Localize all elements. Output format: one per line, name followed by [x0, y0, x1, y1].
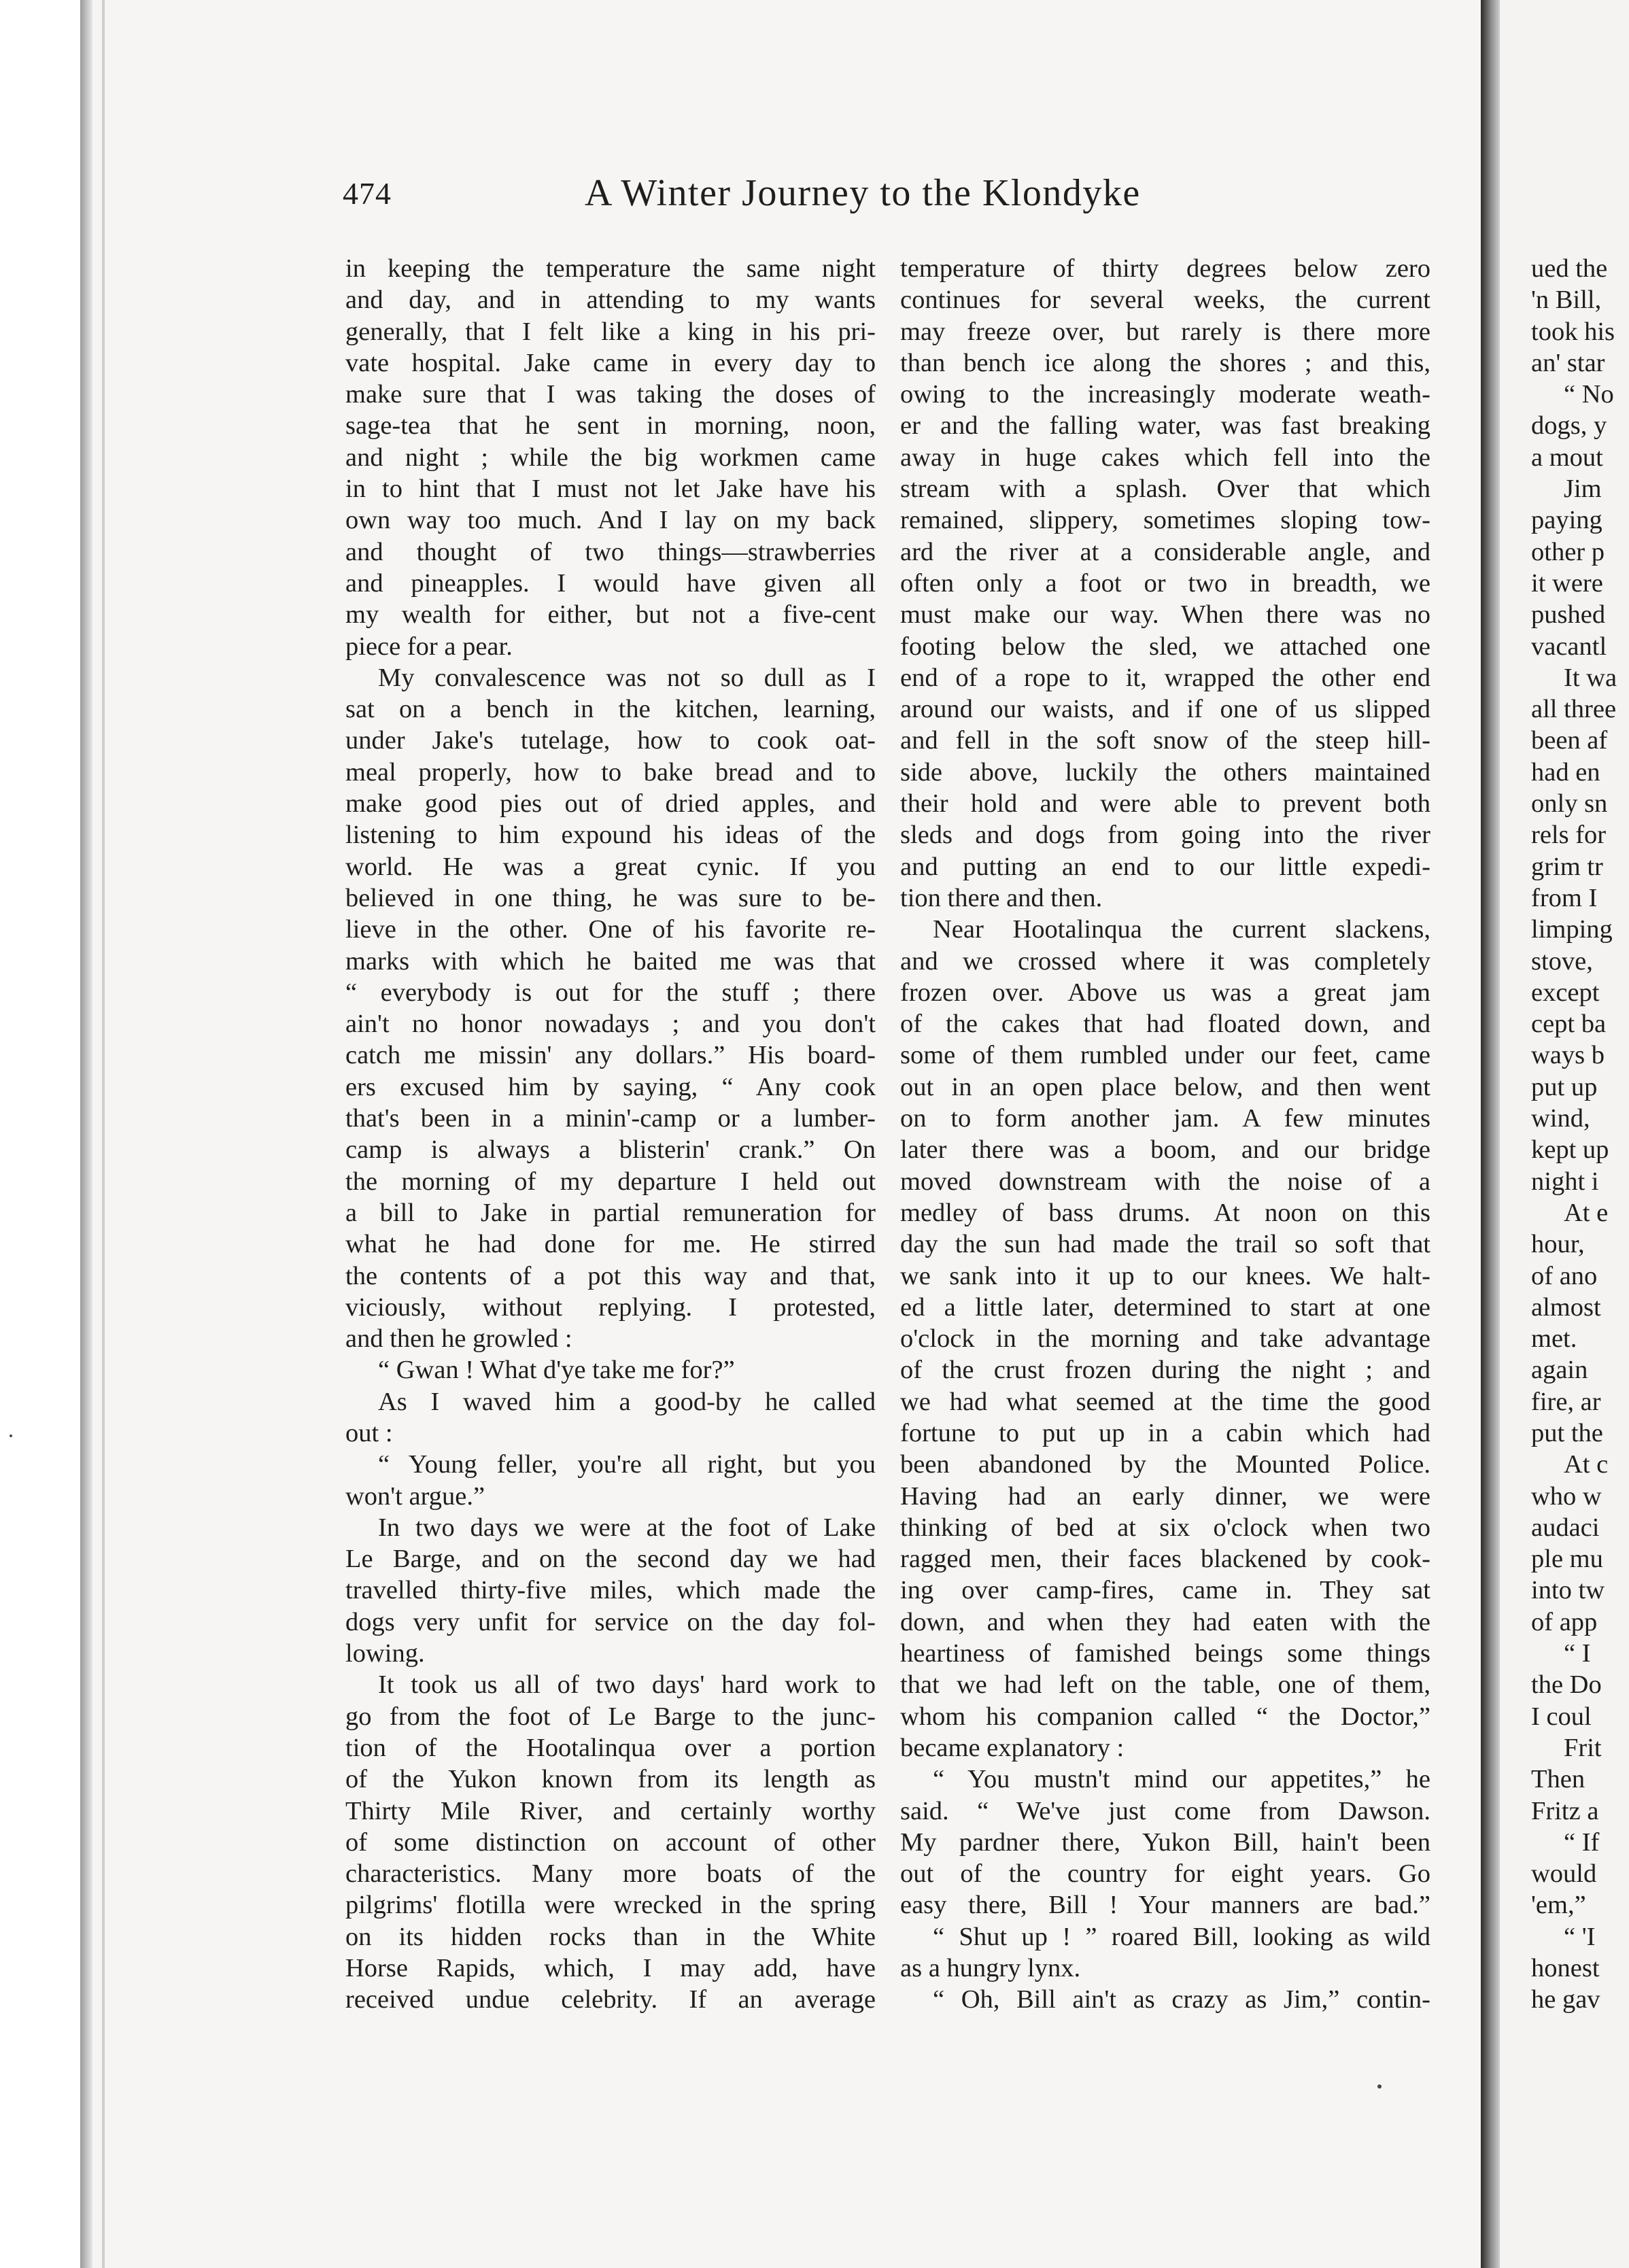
text-line: than bench ice along the shores ; and this,: [900, 348, 1430, 377]
text-line: audaci: [1531, 1513, 1600, 1542]
text-line: Le Barge, and on the second day we had: [345, 1545, 876, 1574]
text-line: viciously, without replying. I protested,: [345, 1292, 876, 1322]
text-line: own way too much. And I lay on my back: [345, 506, 876, 535]
text-line: er and the falling water, was fast breaking: [900, 411, 1430, 441]
text-line: ain't no honor nowadays ; and you don't: [345, 1010, 876, 1039]
text-line: listening to him expound his ideas of the: [345, 821, 876, 850]
text-line: day the sun had made the trail so soft that: [900, 1230, 1430, 1259]
text-line: out in an open place below, and then went: [900, 1072, 1430, 1101]
text-line: heartiness of famished beings some things: [900, 1639, 1430, 1668]
text-line: in to hint that I must not let Jake have his: [345, 475, 876, 504]
text-line: ways b: [1531, 1041, 1605, 1070]
text-line: kept up: [1531, 1135, 1609, 1165]
text-line: down, and when they had eaten with the: [900, 1607, 1430, 1636]
text-line: fortune to put up in a cabin which had: [900, 1418, 1430, 1447]
text-line: we sank into it up to our knees. We halt-: [900, 1261, 1430, 1290]
text-line: Horse Rapids, which, I may add, have: [345, 1954, 876, 1983]
text-line: vacantl: [1531, 632, 1607, 661]
text-line: “ If: [1564, 1827, 1600, 1857]
text-line: My pardner there, Yukon Bill, hain't been: [900, 1827, 1430, 1857]
text-line: been abandoned by the Mounted Police.: [900, 1450, 1430, 1479]
text-line: a mout: [1531, 443, 1603, 472]
text-line: whom his companion called “ the Doctor,”: [900, 1702, 1430, 1731]
text-line: frozen over. Above us was a great jam: [900, 978, 1430, 1007]
text-line: later there was a boom, and our bridge: [900, 1135, 1430, 1165]
left-text-column: [345, 253, 876, 2016]
text-line: “ Oh, Bill ain't as crazy as Jim,” contin-: [933, 1985, 1430, 2014]
text-line: world. He was a great cynic. If you: [345, 852, 876, 881]
text-line: took his: [1531, 317, 1615, 346]
text-line: 'em,”: [1531, 1891, 1586, 1920]
text-line: marks with which he baited me was that: [345, 946, 876, 976]
text-line: generally, that I felt like a king in his pri-: [345, 317, 876, 346]
text-line: said. “ We've just come from Dawson.: [900, 1796, 1430, 1825]
text-line: catch me missin' any dollars.” His board-: [345, 1041, 876, 1070]
text-line: pilgrims' flotilla were wrecked in the spring: [345, 1891, 876, 1920]
text-line: ing over camp-fires, came in. They sat: [900, 1576, 1430, 1605]
print-speck: [10, 1434, 12, 1437]
text-line: that we had left on the table, one of them,: [900, 1670, 1430, 1700]
text-line: piece for a pear.: [345, 632, 513, 661]
text-line: and day, and in attending to my wants: [345, 286, 876, 315]
page-left-edge-shadow: [80, 0, 92, 2268]
text-line: o'clock in the morning and take advantage: [900, 1324, 1430, 1354]
text-line: continues for several weeks, the current: [900, 286, 1430, 315]
text-line: believed in one thing, he was sure to be-: [345, 883, 876, 912]
running-head: A Winter Journey to the Klondyke: [585, 172, 1141, 214]
text-line: of some distinction on account of other: [345, 1827, 876, 1857]
text-line: won't argue.”: [345, 1481, 485, 1511]
page-number: 474: [343, 176, 392, 211]
text-line: ragged men, their faces blackened by cook-: [900, 1545, 1430, 1574]
text-line: At c: [1564, 1450, 1609, 1479]
text-line: thinking of bed at six o'clock when two: [900, 1513, 1430, 1542]
text-line: he gav: [1531, 1985, 1600, 2014]
text-line: “ Gwan ! What d'ye take me for?”: [378, 1356, 735, 1385]
text-line: ed a little later, determined to start at one: [900, 1292, 1430, 1322]
text-line: It took us all of two days' hard work to: [378, 1670, 876, 1700]
text-line: tion there and then.: [900, 883, 1103, 912]
text-line: except: [1531, 978, 1600, 1007]
text-line: cept ba: [1531, 1010, 1607, 1039]
text-line: from I: [1531, 883, 1598, 912]
text-line: My convalescence was not so dull as I: [378, 663, 876, 692]
text-line: we had what seemed at the time the good: [900, 1387, 1430, 1416]
text-line: honest: [1531, 1954, 1600, 1983]
text-line: the Do: [1531, 1670, 1602, 1700]
text-line: the contents of a pot this way and that,: [345, 1261, 876, 1290]
text-line: put up: [1531, 1072, 1598, 1101]
text-line: medley of bass drums. At noon on this: [900, 1198, 1430, 1227]
text-line: characteristics. Many more boats of the: [345, 1859, 876, 1889]
text-line: tion of the Hootalinqua over a portion: [345, 1733, 876, 1762]
text-line: As I waved him a good-by he called: [378, 1387, 876, 1416]
text-line: It wa: [1564, 663, 1617, 692]
text-line: Jim: [1564, 475, 1602, 504]
text-line: only sn: [1531, 789, 1608, 819]
right-text-column: [900, 253, 1430, 2016]
text-line: and night ; while the big workmen came: [345, 443, 876, 472]
text-line: the morning of my departure I held out: [345, 1167, 876, 1196]
text-line: Then: [1531, 1765, 1585, 1794]
text-line: Thirty Mile River, and certainly worthy: [345, 1796, 876, 1825]
text-line: stove,: [1531, 946, 1593, 976]
text-line: sat on a bench in the kitchen, learning,: [345, 695, 876, 724]
text-line: wind,: [1531, 1104, 1590, 1133]
text-line: go from the foot of Le Barge to the junc-: [345, 1702, 876, 1731]
text-line: fire, ar: [1531, 1387, 1601, 1416]
text-line: put the: [1531, 1418, 1603, 1447]
text-line: under Jake's tutelage, how to cook oat-: [345, 726, 876, 755]
text-line: “ Shut up ! ” roared Bill, looking as wild: [933, 1922, 1430, 1951]
text-line: an' star: [1531, 348, 1605, 377]
text-line: pushed: [1531, 600, 1606, 630]
text-line: Frit: [1564, 1733, 1602, 1762]
text-line: make sure that I was taking the doses of: [345, 380, 876, 409]
page-left-edge-line: [102, 0, 105, 2268]
text-line: remained, slippery, sometimes sloping tow-: [900, 506, 1430, 535]
text-line: out :: [345, 1418, 393, 1447]
text-line: and fell in the soft snow of the steep hill-: [900, 726, 1430, 755]
text-line: stream with a splash. Over that which: [900, 475, 1430, 504]
text-line: met.: [1531, 1324, 1577, 1354]
text-line: dogs very unfit for service on the day fol-: [345, 1607, 876, 1636]
text-line: what he had done for me. He stirred: [345, 1230, 876, 1259]
text-line: 'n Bill,: [1531, 286, 1602, 315]
text-line: of the crust frozen during the night ; and: [900, 1356, 1430, 1385]
text-line: night i: [1531, 1167, 1599, 1196]
text-line: and thought of two things—strawberries: [345, 537, 876, 566]
text-line: ple mu: [1531, 1545, 1603, 1574]
text-line: ard the river at a considerable angle, and: [900, 537, 1430, 566]
text-line: “ I: [1564, 1639, 1591, 1668]
text-line: their hold and were able to prevent both: [900, 789, 1430, 819]
text-line: lowing.: [345, 1639, 425, 1668]
text-line: “ You mustn't mind our appetites,” he: [933, 1765, 1430, 1794]
text-line: and then he growled :: [345, 1324, 572, 1354]
text-line: lieve in the other. One of his favorite re-: [345, 915, 876, 944]
text-line: on its hidden rocks than in the White: [345, 1922, 876, 1951]
book-gutter: [1481, 0, 1500, 2268]
text-line: again: [1531, 1356, 1588, 1385]
text-line: Fritz a: [1531, 1796, 1599, 1825]
text-line: owing to the increasingly moderate weath-: [900, 380, 1430, 409]
text-line: of app: [1531, 1607, 1598, 1636]
text-line: and pineapples. I would have given all: [345, 568, 876, 598]
text-line: Having had an early dinner, we were: [900, 1481, 1430, 1511]
text-line: side above, luckily the others maintained: [900, 757, 1430, 787]
text-line: ued the: [1531, 254, 1608, 283]
text-line: some of them rumbled under our feet, came: [900, 1041, 1430, 1070]
text-line: on to form another jam. A few minutes: [900, 1104, 1430, 1133]
text-line: it were: [1531, 568, 1603, 598]
text-line: may freeze over, but rarely is there more: [900, 317, 1430, 346]
text-line: that's been in a minin'-camp or a lumber-: [345, 1104, 876, 1133]
text-line: and putting an end to our little expedi-: [900, 852, 1430, 881]
text-line: “ Young feller, you're all right, but you: [378, 1450, 876, 1479]
text-line: had en: [1531, 757, 1600, 787]
print-speck: [1377, 2084, 1382, 2089]
text-line: limping: [1531, 915, 1613, 944]
text-line: hour,: [1531, 1230, 1585, 1259]
text-line: footing below the sled, we attached one: [900, 632, 1430, 661]
text-line: paying: [1531, 506, 1602, 535]
text-line: who w: [1531, 1481, 1602, 1511]
text-line: away in huge cakes which fell into the: [900, 443, 1430, 472]
text-line: all three: [1531, 695, 1617, 724]
text-line: moved downstream with the noise of a: [900, 1167, 1430, 1196]
text-line: “ 'I: [1564, 1922, 1596, 1951]
text-line: often only a foot or two in breadth, we: [900, 568, 1430, 598]
text-line: of ano: [1531, 1261, 1598, 1290]
text-line: “ everybody is out for the stuff ; there: [345, 978, 876, 1007]
text-line: other p: [1531, 537, 1605, 566]
text-line: must make our way. When there was no: [900, 600, 1430, 630]
next-page-fragment: [1500, 0, 1629, 2268]
text-line: into tw: [1531, 1576, 1605, 1605]
text-line: rels for: [1531, 821, 1607, 850]
next-page-text-column: [1531, 253, 1617, 2016]
text-line: been af: [1531, 726, 1608, 755]
text-line: a bill to Jake in partial remuneration for: [345, 1198, 876, 1227]
text-line: camp is always a blisterin' crank.” On: [345, 1135, 876, 1165]
text-line: vate hospital. Jake came in every day to: [345, 348, 876, 377]
text-line: easy there, Bill ! Your manners are bad.”: [900, 1891, 1430, 1920]
text-line: dogs, y: [1531, 411, 1607, 441]
text-line: became explanatory :: [900, 1733, 1125, 1762]
text-line: and we crossed where it was completely: [900, 946, 1430, 976]
text-line: In two days we were at the foot of Lake: [378, 1513, 876, 1542]
text-line: end of a rope to it, wrapped the other end: [900, 663, 1430, 692]
text-line: almost: [1531, 1292, 1601, 1322]
text-line: I coul: [1531, 1702, 1592, 1731]
text-line: sage-tea that he sent in morning, noon,: [345, 411, 876, 441]
text-line: “ No: [1564, 380, 1614, 409]
text-line: in keeping the temperature the same night: [345, 254, 876, 283]
text-line: meal properly, how to bake bread and to: [345, 757, 876, 787]
text-line: around our waists, and if one of us slipped: [900, 695, 1430, 724]
text-line: temperature of thirty degrees below zero: [900, 254, 1430, 283]
text-line: Near Hootalinqua the current slackens,: [933, 915, 1430, 944]
text-line: received undue celebrity. If an average: [345, 1985, 876, 2014]
text-line: would: [1531, 1859, 1597, 1889]
text-line: grim tr: [1531, 852, 1603, 881]
text-line: travelled thirty-five miles, which made the: [345, 1576, 876, 1605]
text-line: as a hungry lynx.: [900, 1954, 1081, 1983]
text-line: my wealth for either, but not a five-cent: [345, 600, 876, 630]
text-line: At e: [1564, 1198, 1609, 1227]
text-line: of the Yukon known from its length as: [345, 1765, 876, 1794]
text-line: make good pies out of dried apples, and: [345, 789, 876, 819]
text-line: of the cakes that had floated down, and: [900, 1010, 1430, 1039]
text-line: out of the country for eight years. Go: [900, 1859, 1430, 1889]
text-line: ers excused him by saying, “ Any cook: [345, 1072, 876, 1101]
text-line: sleds and dogs from going into the river: [900, 821, 1430, 850]
